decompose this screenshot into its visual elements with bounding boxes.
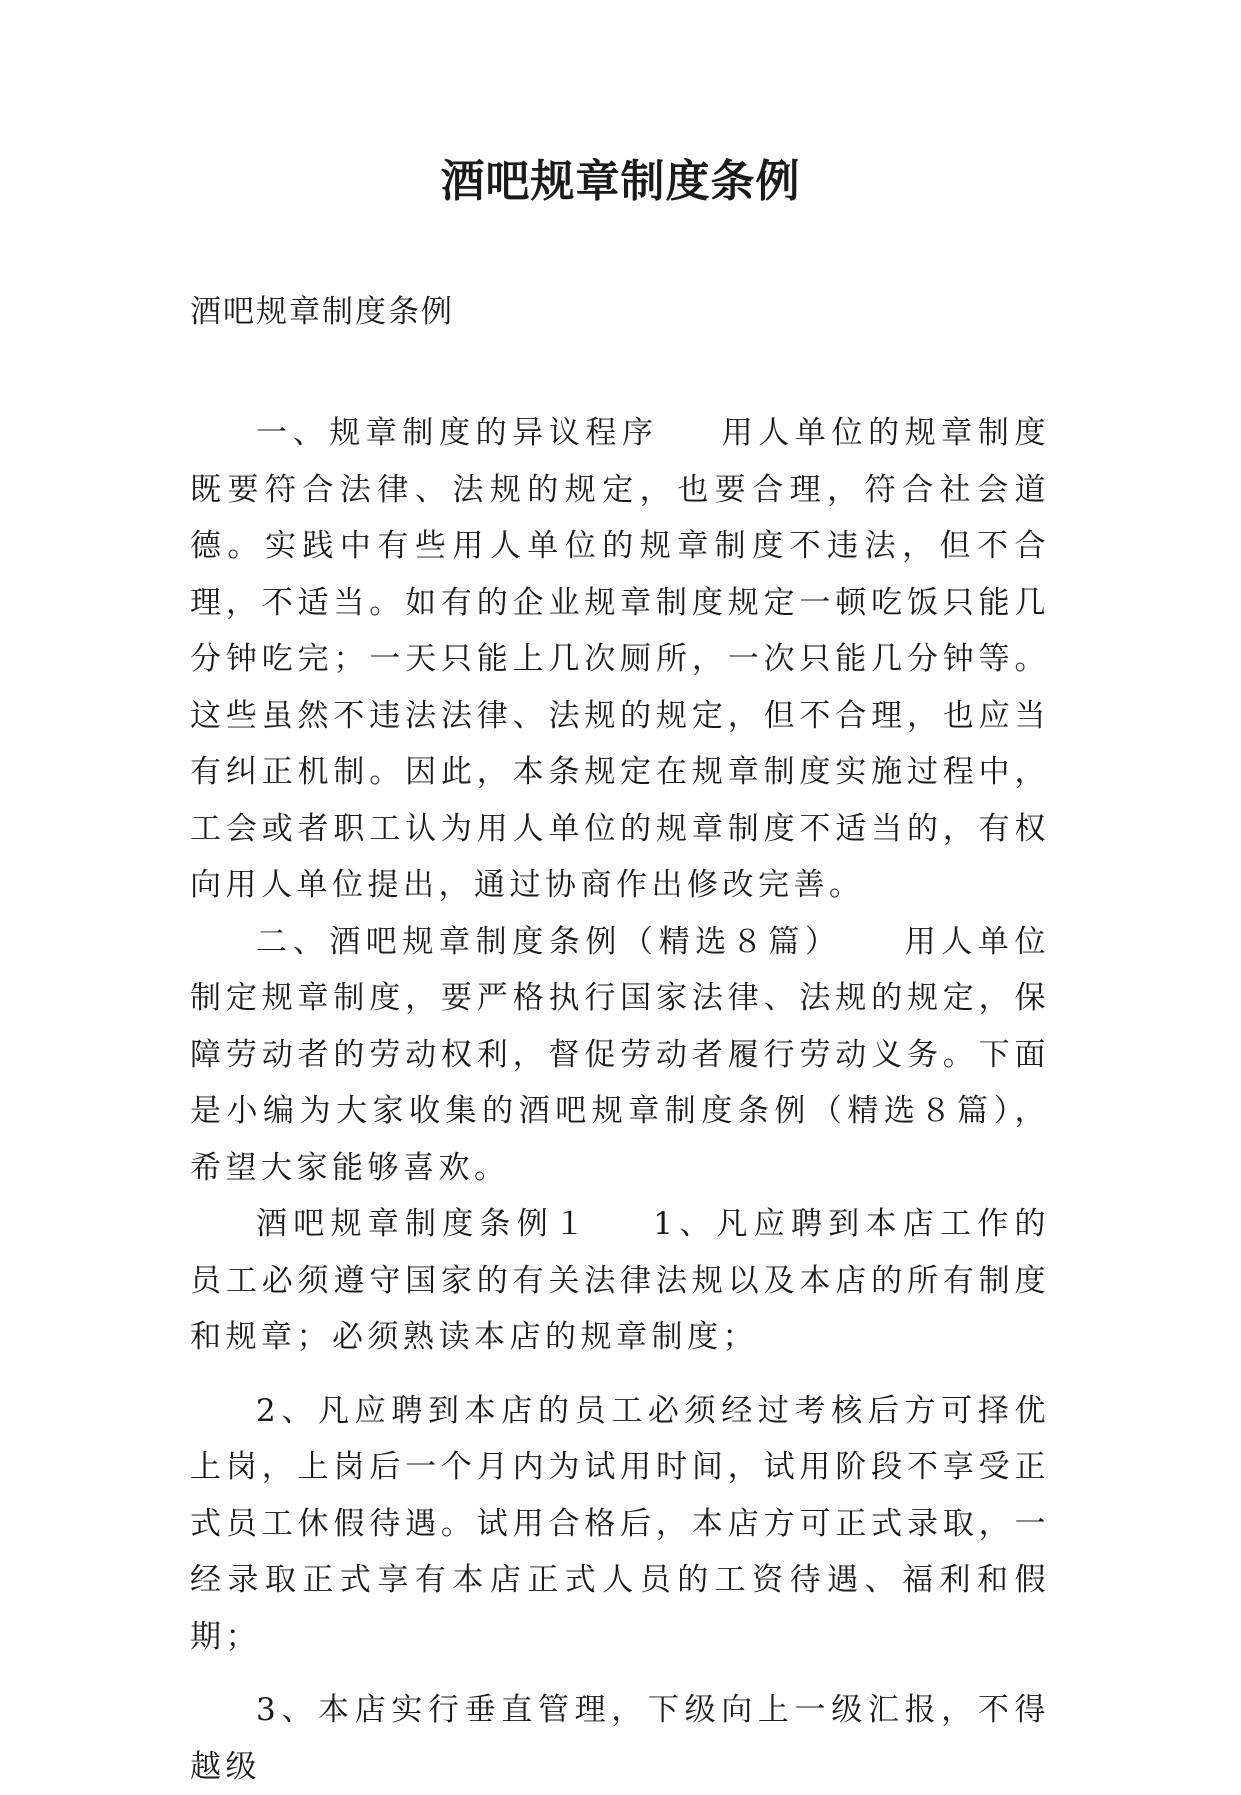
paragraph-3-head: 酒吧规章制度条例１ (256, 1206, 592, 1242)
document-subtitle: 酒吧规章制度条例 (190, 294, 454, 330)
paragraph-4 (190, 1383, 1050, 1666)
document-title: 酒吧规章制度条例 (440, 156, 801, 207)
paragraph-1 (190, 405, 1050, 914)
paragraph-1-text: 用人单位的规章制度既要符合法律、法规的规定，也要合理，符合社会道德。实践中有些用人单位的规章制度不违法，但不合理，不适当。如有的企业规章制度规定一顿吃饭只能几分钟吃完；一天只能上几次厕所，一次只能几分钟等。这些虽然不违法法律、法规的规定，但不合理，也应当有纠正机制。因此，本条规定在规章制度实施过程中，工会或者职工认为用人单位的规章制度不适当的，有权向用人单位提出，通过协商作出修改完善。 (190, 415, 1051, 903)
document-body (190, 405, 1050, 1795)
paragraph-3 (190, 1196, 1050, 1366)
paragraph-1-head: 一、规章制度的异议程序 (256, 415, 659, 451)
paragraph-2 (190, 914, 1050, 1197)
paragraph-2-head: 二、酒吧规章制度条例（精选８篇） (256, 923, 842, 960)
paragraph-4-text: 2、凡应聘到本店的员工必须经过考核后方可择优上岗，上岗后一个月内为试用时间，试用阶段不享受正式员工休假待遇。试用合格后，本店方可正式录取，一经录取正式享有本店正式人员的工资待遇、福利和假期； (190, 1392, 1050, 1655)
paragraph-2-text: 用人单位制定规章制度，要严格执行国家法律、法规的规定，保障劳动者的劳动权利，督促劳动者履行劳动义务。下面是小编为大家收集的酒吧规章制度条例（精选８篇），希望大家能够喜欢。 (190, 923, 1051, 1186)
paragraph-5 (190, 1682, 1050, 1795)
paragraph-3-text: 1、凡应聘到本店工作的员工必须遵守国家的有关法律法规以及本店的所有制度和规章；必须熟读本店的规章制度； (190, 1206, 1050, 1355)
paragraph-5-text: 3、本店实行垂直管理，下级向上一级汇报，不得越级 (190, 1692, 1050, 1785)
